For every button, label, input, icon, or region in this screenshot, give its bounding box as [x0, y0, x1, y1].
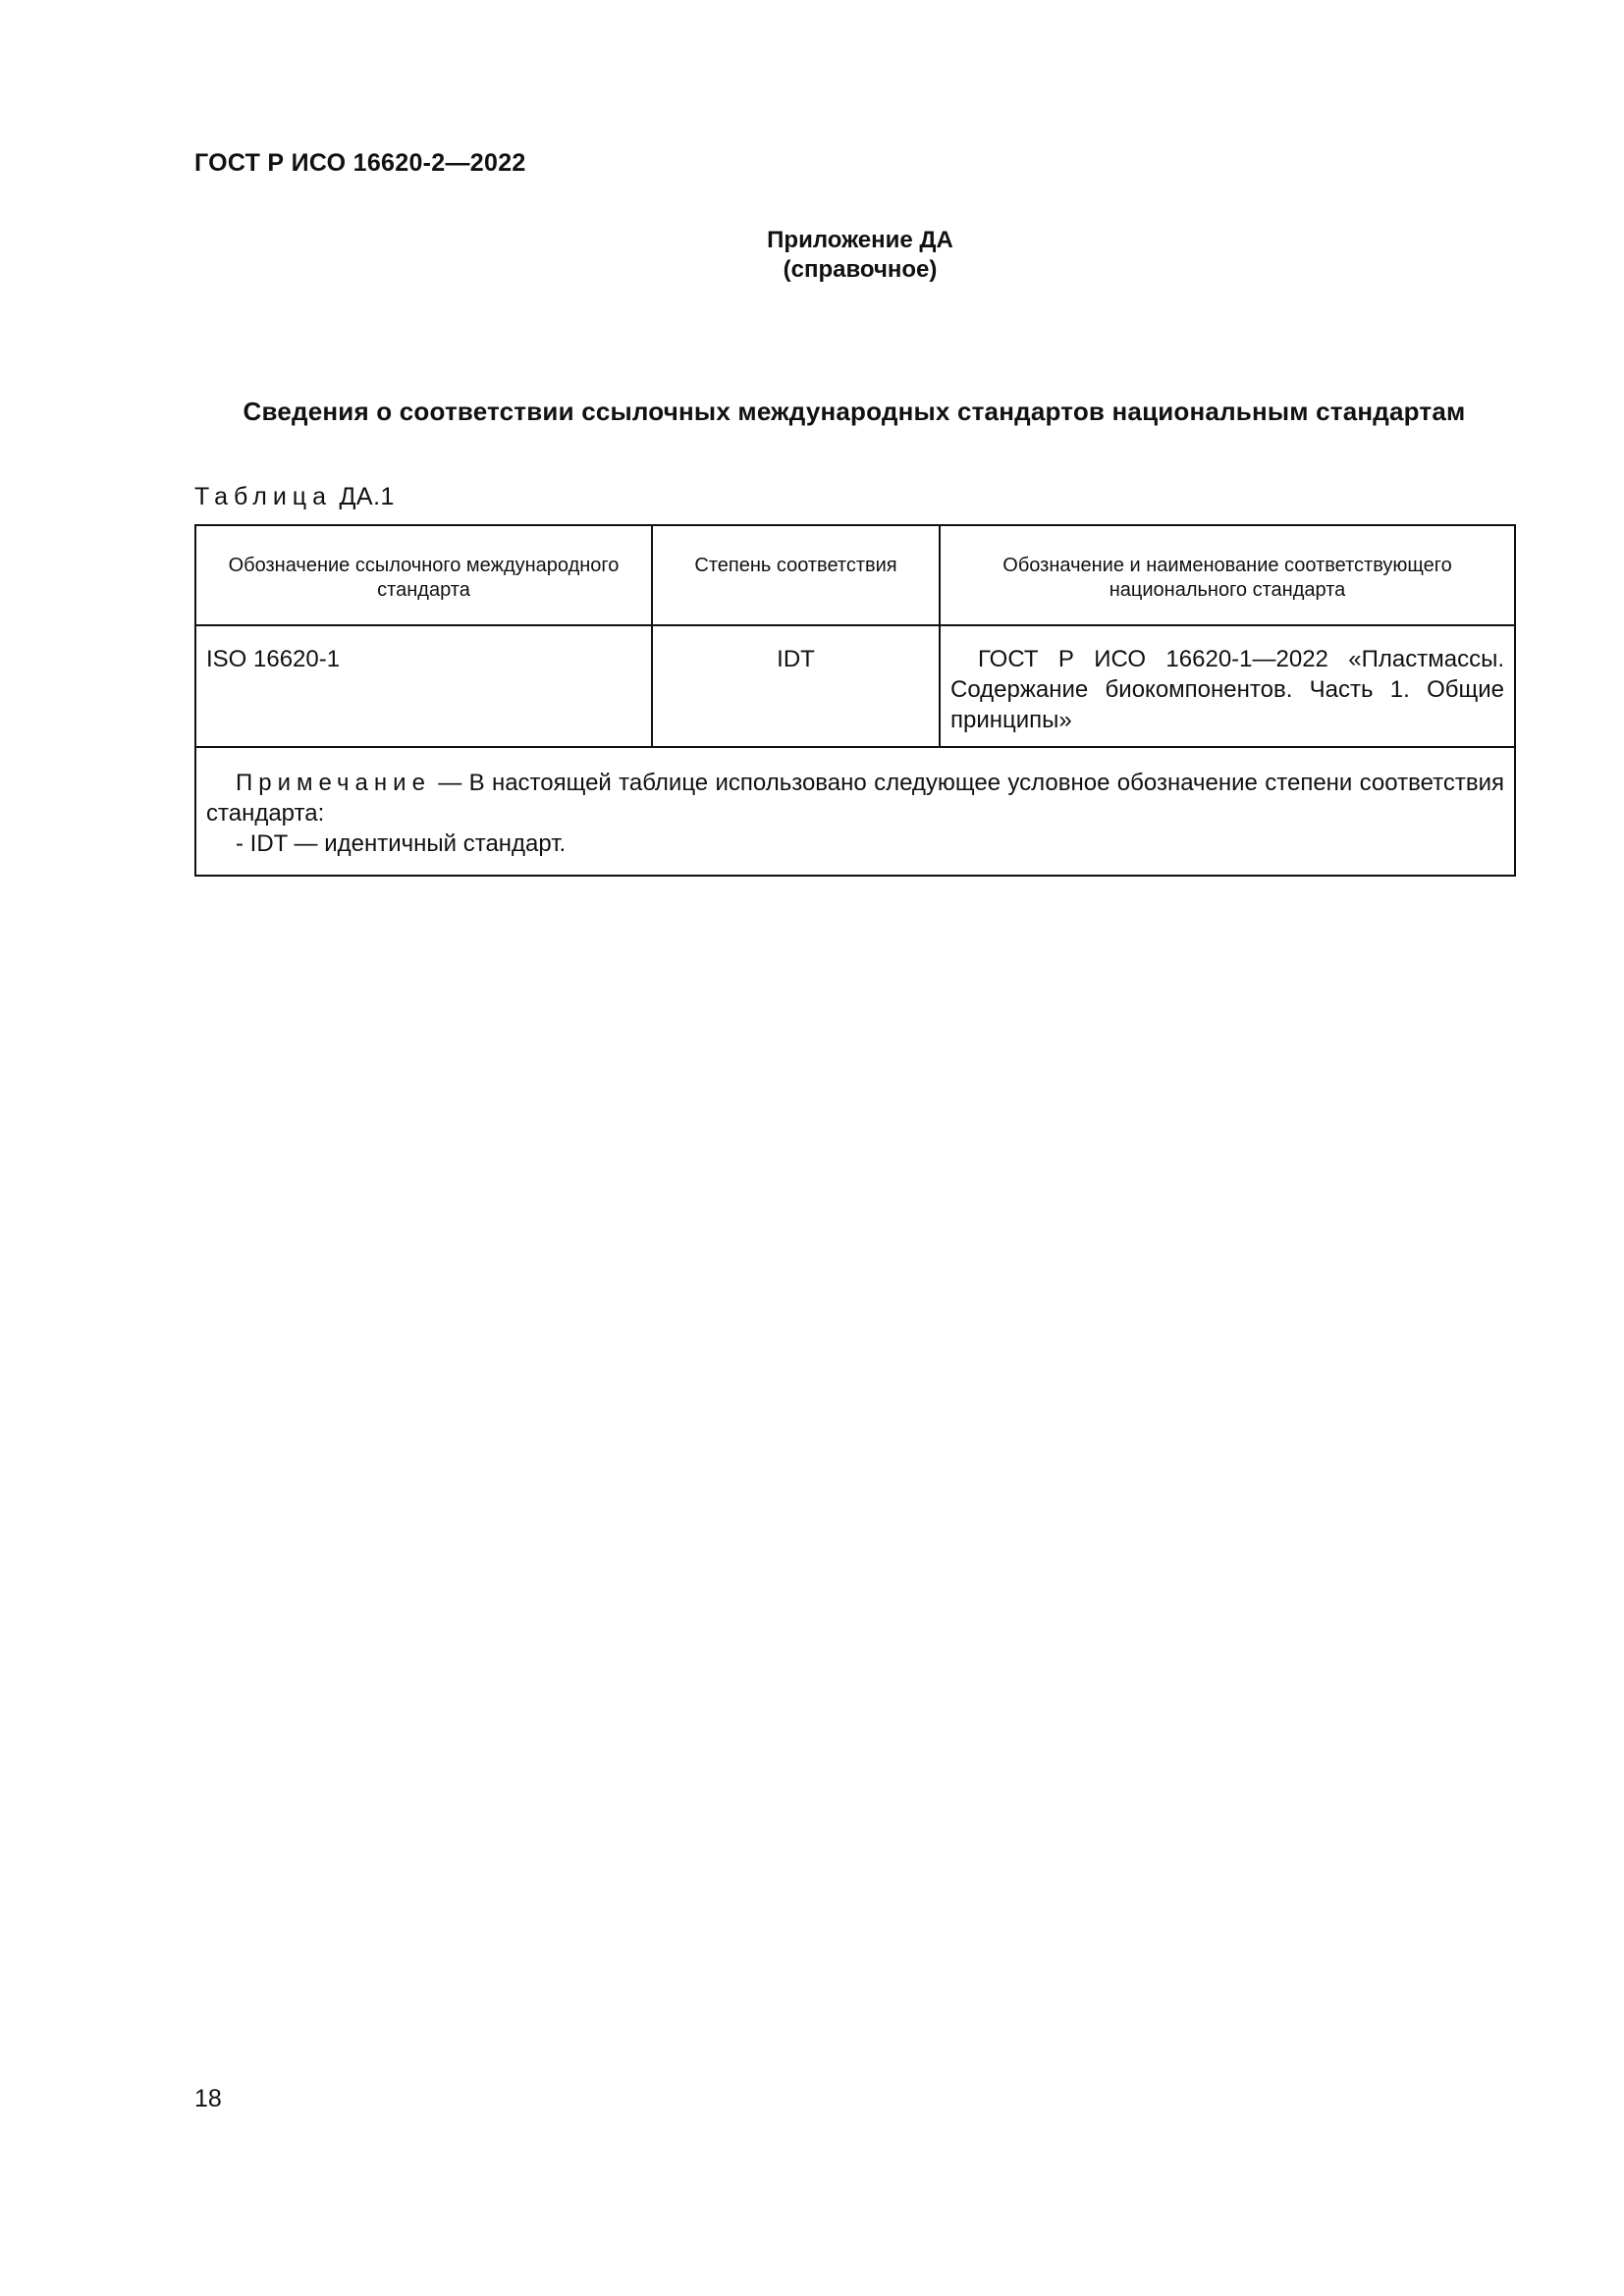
column-header-degree: Степень соответствия — [652, 525, 940, 625]
note-item: - IDT — идентичный стандарт. — [236, 830, 567, 857]
table-header-row — [195, 525, 1515, 625]
document-code: ГОСТ Р ИСО 16620-2—2022 — [194, 149, 526, 177]
annex-subtitle: (справочное) — [783, 256, 938, 283]
column-header-international: Обозначение ссылочного международного стандарта — [195, 525, 652, 625]
table-caption-word: Таблица — [194, 483, 333, 510]
note-text: — В настоящей таблице использовано следующее условное обозначение степени соответствия стандарта: — [206, 770, 1504, 827]
table-caption-number: ДА.1 — [339, 483, 395, 510]
cell-national-standard: ГОСТ Р ИСО 16620-1—2022 «Пластмассы. Содержание биокомпонентов. Часть 1. Общие принципы» — [940, 625, 1515, 747]
cell-degree: IDT — [652, 625, 940, 747]
correspondence-table — [194, 524, 1516, 877]
table-note — [195, 747, 1515, 876]
note-label: Примечание — [236, 770, 431, 796]
column-header-national: Обозначение и наименование соответствующего национального стандарта — [940, 525, 1515, 625]
page-number: 18 — [194, 2085, 222, 2112]
section-title: Сведения о соответствии ссылочных международных стандартов национальным стандартам — [243, 397, 1466, 426]
table-row — [195, 625, 1515, 747]
annex-heading — [0, 226, 1624, 285]
annex-title: Приложение ДА — [767, 227, 953, 253]
table-caption — [194, 483, 395, 511]
table-note-row — [195, 747, 1515, 876]
cell-international-standard: ISO 16620-1 — [195, 625, 652, 747]
